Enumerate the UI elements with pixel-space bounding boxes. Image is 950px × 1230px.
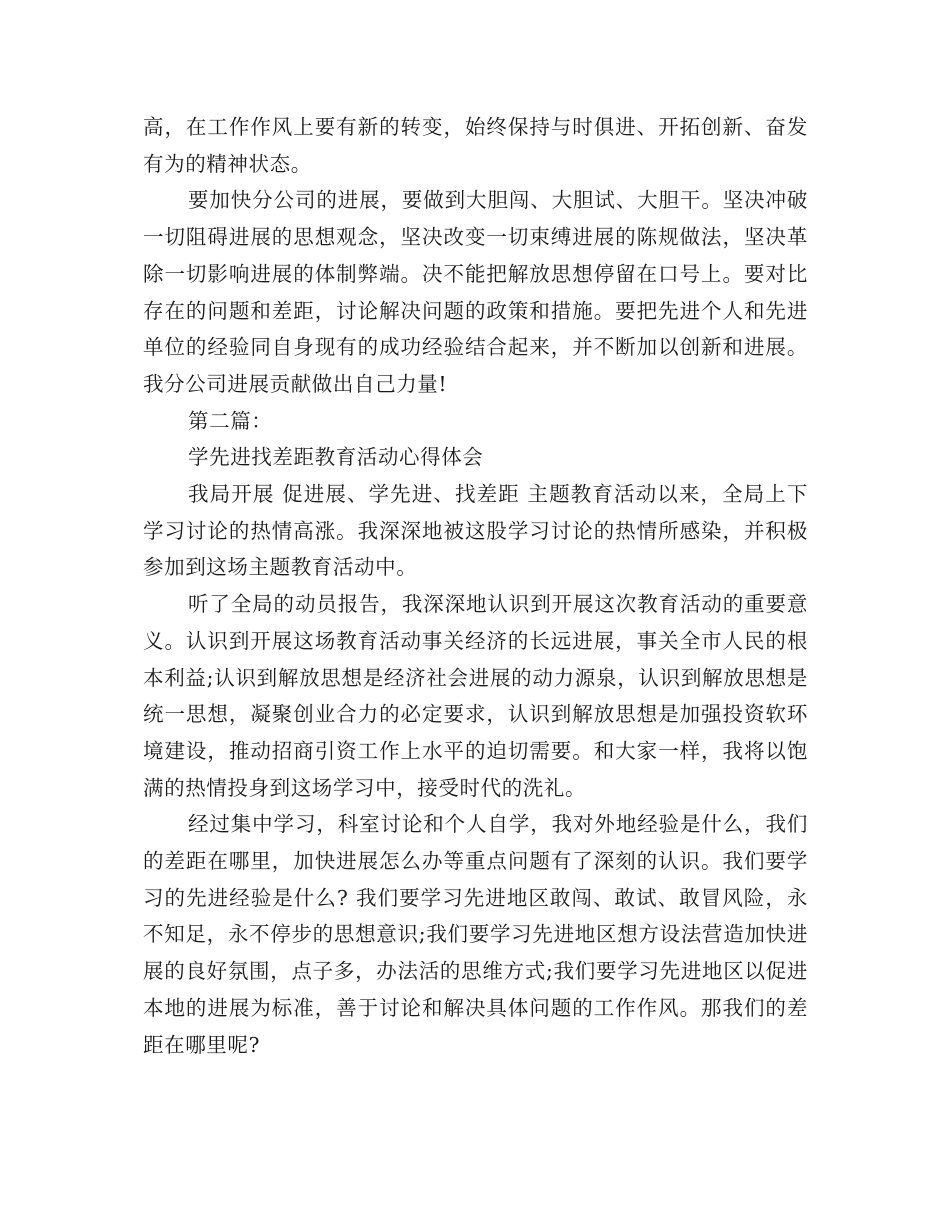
section-label: 第二篇： bbox=[188, 408, 273, 433]
paragraph-mobilization-report: 听了全局的动员报告，我深深地认识到开展这次教育活动的重要意义。认识到开展这场教育活动事关经济的长远进展，事关全市人民的根本利益;认识到解放思想是经济社会进展的动力源泉，认识到解放思想是统一思想，凝聚创业合力的必定要求，认识到解放思想是加强投资软环境建设，推动招商引资工作上水平的迫切需要。和大家一样，我将以饱满的热情投身到这场学习中，接受时代的洗礼。 bbox=[143, 592, 808, 800]
paragraph-continuation: 高，在工作作风上要有新的转变，始终保持与时俱进、开拓创新、奋发有为的精神状态。 bbox=[143, 115, 808, 176]
paragraph-activity-intro: 我局开展 促进展、学先进、找差距 主题教育活动以来，全局上下学习讨论的热情高涨。我深深地被这股学习讨论的热情所感染，并积极参加到这场主题教育活动中。 bbox=[143, 482, 808, 580]
section-title: 学先进找差距教育活动心得体会 bbox=[188, 445, 484, 470]
paragraph-learning-experience: 经过集中学习，科室讨论和个人自学，我对外地经验是什么，我们的差距在哪里，加快进展怎么办等重点问题有了深刻的认识。我们要学习的先进经验是什么? 我们要学习先进地区敢闯、敢试、敢冒风险，永不知足，永不停步的思想意识;我们要学习先进地区想方设法营造加快进展的良好氛围，点子多，办法活的思维方式;我们要学习先进地区以促进本地的进展为标准，善于讨论和解决具体问题的工作作风。那我们的差距在哪里呢? bbox=[143, 812, 808, 1057]
paragraph-branch-development: 要加快分公司的进展，要做到大胆闯、大胆试、大胆干。坚决冲破一切阻碍进展的思想观念，坚决改变一切束缚进展的陈规做法，坚决革除一切影响进展的体制弊端。决不能把解放思想停留在口号上。要对比存在的问题和差距，讨论解决问题的政策和措施。要把先进个人和先进单位的经验同自身现有的成功经验结合起来，并不断加以创新和进展。我分公司进展贡献做出自己力量! bbox=[143, 188, 808, 396]
document-body bbox=[143, 109, 808, 1063]
